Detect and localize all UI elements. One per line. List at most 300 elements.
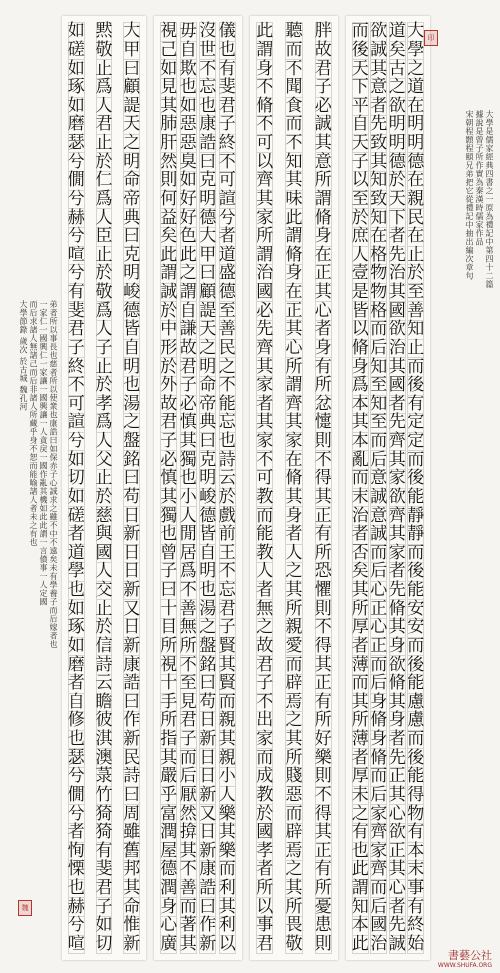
character-cell: 琢 [67,617,85,638]
character-cell: 致 [370,188,388,209]
character-cell: 其 [285,580,303,601]
character-cell: 中 [160,319,178,340]
character-cell: 典 [123,207,141,228]
character-cell: 於 [160,356,178,377]
character-cell: 其 [388,524,406,545]
character-cell: 身 [370,729,388,750]
character-cell: 君 [256,654,274,675]
character-cell: 治 [256,263,274,284]
character-cell: 心 [160,915,178,936]
character-cell: 者 [256,859,274,880]
character-cell: 知 [351,896,369,917]
character-cell: 有 [351,822,369,843]
character-cell: 而 [370,542,388,563]
character-cell: 靜 [407,505,425,526]
character-cell: 信 [95,635,113,656]
character-cell: 誠 [160,282,178,303]
text-column [285,22,302,954]
character-cell: 下 [351,77,369,98]
character-cell: 也 [199,95,217,116]
character-cell: 而 [407,635,425,656]
character-cell: 家 [256,207,274,228]
character-cell: 十 [160,598,178,619]
character-cell: 至 [179,673,197,694]
character-cell: 治 [388,263,406,284]
character-cell: 物 [370,282,388,303]
character-cell: 壹 [351,263,369,284]
character-cell: 命 [123,896,141,917]
character-cell: 者 [388,729,406,750]
character-cell: 此 [351,933,369,954]
character-cell: 教 [256,542,274,563]
character-cell: 顧 [199,282,217,303]
character-cell: 其 [314,282,332,303]
character-cell: 曰 [123,691,141,712]
character-cell: 前 [218,524,236,545]
character-cell: 可 [218,170,236,191]
character-cell: 人 [351,244,369,265]
character-cell: 曾 [160,542,178,563]
colophon-line: 據說是曾子所作實為秦漢時儒家作品 [475,110,484,246]
character-cell: 止 [95,598,113,619]
character-cell: 磨 [67,114,85,135]
character-cell: 克 [199,170,217,191]
character-cell: 明 [199,561,217,582]
character-cell: 盤 [123,431,141,452]
character-cell: 之 [218,356,236,377]
character-cell: 得 [314,803,332,824]
character-cell: 君 [314,58,332,79]
character-cell: 新 [123,933,141,954]
character-cell: 先 [388,915,406,936]
character-cell: 日 [199,822,217,843]
character-cell: 峻 [123,282,141,303]
character-cell: 脩 [351,337,369,358]
character-cell: 其 [285,729,303,750]
character-cell: 脩 [314,207,332,228]
character-cell: 著 [179,915,197,936]
character-cell: 厭 [179,784,197,805]
character-cell: 謂 [256,244,274,265]
character-cell: 身 [388,635,406,656]
character-cell: 正 [285,300,303,321]
character-cell: 不 [179,859,197,880]
character-cell: 在 [407,226,425,247]
character-cell: 家 [388,542,406,563]
character-cell: 子 [256,673,274,694]
character-cell: 其 [388,617,406,638]
character-cell: 正 [314,505,332,526]
character-cell: 道 [67,542,85,563]
character-cell: 銘 [123,449,141,470]
character-cell: 忘 [218,412,236,433]
character-cell: 其 [160,747,178,768]
character-cell: 者 [256,580,274,601]
character-cell: 不 [199,58,217,79]
character-cell: 而 [285,803,303,824]
character-cell: 大 [199,226,217,247]
character-cell: 民 [218,337,236,358]
character-cell: 後 [407,561,425,582]
character-cell: 心 [285,337,303,358]
character-cell: 人 [95,207,113,228]
character-cell: 知 [370,393,388,414]
character-cell: 家 [370,803,388,824]
character-cell: 邦 [123,859,141,880]
character-cell: 此 [256,21,274,42]
character-cell: 其 [218,729,236,750]
character-cell: 自 [199,542,217,563]
character-cell: 臭 [179,151,197,172]
character-cell: 其 [314,133,332,154]
character-cell: 在 [314,244,332,265]
character-cell: 可 [67,393,85,414]
character-cell: 彼 [95,710,113,731]
character-cell: 國 [95,542,113,563]
character-cell: 有 [314,691,332,712]
character-cell: 明 [199,188,217,209]
character-cell: 以 [351,319,369,340]
character-cell: 其 [218,654,236,675]
character-cell: 故 [314,39,332,60]
text-column [96,22,113,954]
character-cell: 也 [123,375,141,396]
character-cell: 則 [314,598,332,619]
character-cell: 孝 [256,840,274,861]
character-cell: 爲 [179,561,197,582]
character-cell: 矣 [351,561,369,582]
character-cell: 賢 [218,673,236,694]
character-cell: 人 [179,505,197,526]
character-cell: 是 [351,282,369,303]
character-cell: 康 [199,114,217,135]
character-cell: 賢 [218,635,236,656]
character-cell: 不 [179,580,197,601]
character-cell: 親 [218,747,236,768]
character-cell: 學 [407,39,425,60]
character-cell: 成 [256,766,274,787]
character-cell: 爲 [95,300,113,321]
character-cell: 至 [370,375,388,396]
character-cell: 惡 [179,114,197,135]
character-cell: 者 [218,226,236,247]
character-cell: 甲 [123,39,141,60]
character-cell: 其 [256,412,274,433]
character-cell: 明 [407,133,425,154]
character-cell: 大 [407,21,425,42]
character-cell: 明 [388,133,406,154]
character-cell: 國 [388,375,406,396]
character-cell: 不 [314,449,332,470]
character-cell: 止 [95,468,113,489]
character-cell: 必 [256,300,274,321]
character-cell: 自 [179,39,197,60]
character-cell: 閒 [179,524,197,545]
colophon-line: 而后求諸人無諸己而后非諸人所藏乎身不恕而能喻諸人者未之有也 [29,300,38,547]
character-cell: 而 [407,449,425,470]
text-column [68,22,85,954]
character-cell: 家 [370,840,388,861]
character-cell: 心 [370,580,388,601]
character-cell: 民 [407,207,425,228]
character-cell: 齊 [370,859,388,880]
character-cell: 樂 [218,803,236,824]
character-cell: 而 [351,468,369,489]
character-cell: 而 [370,431,388,452]
character-cell: 聞 [285,77,303,98]
character-cell: 教 [256,486,274,507]
character-cell: 得 [314,635,332,656]
character-cell: 如 [67,95,85,116]
character-cell: 樂 [218,840,236,861]
character-cell: 之 [199,617,217,638]
character-cell: 云 [218,468,236,489]
character-cell: 有 [407,896,425,917]
character-cell: 其 [285,319,303,340]
character-cell: 曰 [199,151,217,172]
character-cell: 誠 [370,486,388,507]
character-cell: 自 [67,691,85,712]
character-cell: 其 [218,896,236,917]
character-cell: 如 [67,21,85,42]
character-cell: 誠 [388,933,406,954]
character-cell: 不 [314,784,332,805]
character-cell: 子 [179,375,197,396]
character-cell: 父 [95,449,113,470]
character-cell: 曰 [199,263,217,284]
character-cell: 謂 [285,226,303,247]
character-cell: 正 [388,840,406,861]
character-cell: 后 [370,784,388,805]
character-cell: 子 [160,561,178,582]
character-cell: 而 [407,729,425,750]
character-cell: 而 [407,356,425,377]
character-cell: 善 [179,878,197,899]
character-cell: 先 [388,747,406,768]
character-cell: 君 [95,114,113,135]
character-cell: 人 [95,95,113,116]
character-cell: 揜 [179,822,197,843]
character-cell: 有 [95,840,113,861]
character-cell: 詩 [95,654,113,675]
character-cell: 也 [218,431,236,452]
character-cell: 所 [160,710,178,731]
character-cell: 肺 [160,114,178,135]
character-cell: 懥 [314,412,332,433]
character-cell: 所 [314,710,332,731]
character-cell: 曰 [199,431,217,452]
character-cell: 不 [314,617,332,638]
character-cell: 之 [407,58,425,79]
character-cell: 辟 [285,673,303,694]
character-cell: 居 [179,542,197,563]
character-cell: 民 [123,747,141,768]
character-cell: 如 [160,58,178,79]
character-cell: 於 [95,263,113,284]
character-cell: 康 [199,859,217,880]
character-cell: 有 [314,524,332,545]
character-cell: 身 [285,505,303,526]
character-cell: 辟 [285,822,303,843]
character-cell: 其 [388,691,406,712]
character-cell: 君 [218,598,236,619]
character-cell: 格 [370,300,388,321]
character-cell: 子 [218,114,236,135]
character-cell: 惟 [123,915,141,936]
character-cell: 正 [370,635,388,656]
character-cell: 日 [123,505,141,526]
character-cell: 愛 [285,635,303,656]
character-cell: 先 [388,244,406,265]
character-cell: 齊 [285,393,303,414]
character-cell: 有 [218,58,236,79]
character-cell: 敬 [95,282,113,303]
character-cell: 赫 [67,207,85,228]
character-cell: 則 [314,431,332,452]
character-cell: 能 [256,524,274,545]
character-cell: 意 [370,505,388,526]
character-cell: 知 [407,319,425,340]
character-cell: 而 [285,654,303,675]
character-cell: 於 [95,486,113,507]
character-cell: 然 [179,803,197,824]
character-cell: 瞻 [95,691,113,712]
character-cell: 於 [95,617,113,638]
character-cell: 之 [123,133,141,154]
character-cell: 誠 [370,39,388,60]
character-cell: 至 [218,300,236,321]
character-cell: 賤 [285,766,303,787]
character-cell: 謂 [351,878,369,899]
character-cell: 家 [256,375,274,396]
character-cell: 斐 [218,77,236,98]
character-cell: 而 [218,859,236,880]
character-cell: 如 [67,486,85,507]
character-cell: 明 [123,263,141,284]
character-cell: 新 [199,784,217,805]
character-cell: 不 [179,654,197,675]
character-cell: 其 [388,356,406,377]
character-cell: 脩 [370,710,388,731]
character-cell: 惡 [285,784,303,805]
character-cell: 目 [160,617,178,638]
character-cell: 潤 [160,822,178,843]
character-cell: 厚 [351,617,369,638]
character-cell: 食 [285,95,303,116]
character-cell: 富 [160,803,178,824]
character-cell: 而 [179,747,197,768]
calligraphy-panel-4 [346,16,430,960]
character-cell: 知 [370,356,388,377]
character-cell: 至 [351,188,369,209]
character-cell: 忘 [218,580,236,601]
character-cell: 廣 [160,933,178,954]
character-cell: 古 [388,58,406,79]
character-cell: 也 [351,840,369,861]
character-cell: 而 [370,878,388,899]
character-cell: 誥 [199,878,217,899]
character-cell: 澳 [95,747,113,768]
character-cell: 何 [160,188,178,209]
character-cell: 下 [388,207,406,228]
character-cell: 矣 [388,39,406,60]
character-cell: 沒 [199,21,217,42]
character-cell: 而 [256,747,274,768]
colophon-right [436,110,494,320]
character-cell: 獨 [160,505,178,526]
character-cell: 瑟 [67,133,85,154]
character-cell: 誥 [123,673,141,694]
character-cell: 如 [179,95,197,116]
character-cell: 於 [95,151,113,172]
character-cell: 於 [351,207,369,228]
character-cell: 君 [218,95,236,116]
character-cell: 所 [314,542,332,563]
character-cell: 其 [351,691,369,712]
character-cell: 爲 [95,77,113,98]
character-cell: 否 [351,542,369,563]
character-cell: 天 [351,58,369,79]
character-cell: 善 [407,300,425,321]
character-cell: 能 [218,393,236,414]
character-cell: 者 [388,561,406,582]
character-cell: 明 [407,114,425,135]
character-cell: 焉 [285,691,303,712]
character-cell: 詩 [218,449,236,470]
text-column [315,22,332,954]
character-cell: 懼 [314,580,332,601]
character-cell: 苟 [199,691,217,712]
character-cell: 其 [123,878,141,899]
character-cell: 意 [370,77,388,98]
character-cell: 兮 [67,766,85,787]
character-cell: 其 [218,822,236,843]
character-cell: 於 [388,170,406,191]
character-cell: 其 [351,580,369,601]
character-cell: 明 [123,356,141,377]
character-cell: 帝 [199,393,217,414]
character-cell: 喧 [67,244,85,265]
character-cell: 以 [256,896,274,917]
character-cell: 慮 [407,691,425,712]
character-cell: 謂 [179,282,197,303]
character-cell: 峻 [199,486,217,507]
character-cell: 患 [314,915,332,936]
character-cell: 有 [407,822,425,843]
character-cell: 日 [199,747,217,768]
character-cell: 必 [314,95,332,116]
character-cell: 見 [160,77,178,98]
character-cell: 子 [351,151,369,172]
character-cell: 無 [179,617,197,638]
character-cell: 者 [67,673,85,694]
character-cell: 至 [407,282,425,303]
character-cell: 雖 [123,822,141,843]
character-cell: 有 [407,393,425,414]
character-cell: 脩 [388,673,406,694]
character-cell: 心 [388,803,406,824]
character-cell: 後 [351,39,369,60]
character-cell: 末 [407,859,425,880]
character-cell: 其 [256,188,274,209]
character-cell: 此 [351,859,369,880]
character-cell: 者 [67,524,85,545]
character-cell: 家 [388,468,406,489]
character-cell: 所 [314,878,332,899]
character-cell: 所 [314,170,332,191]
calligraphy-panel-2 [154,16,242,960]
character-cell: 盤 [199,635,217,656]
